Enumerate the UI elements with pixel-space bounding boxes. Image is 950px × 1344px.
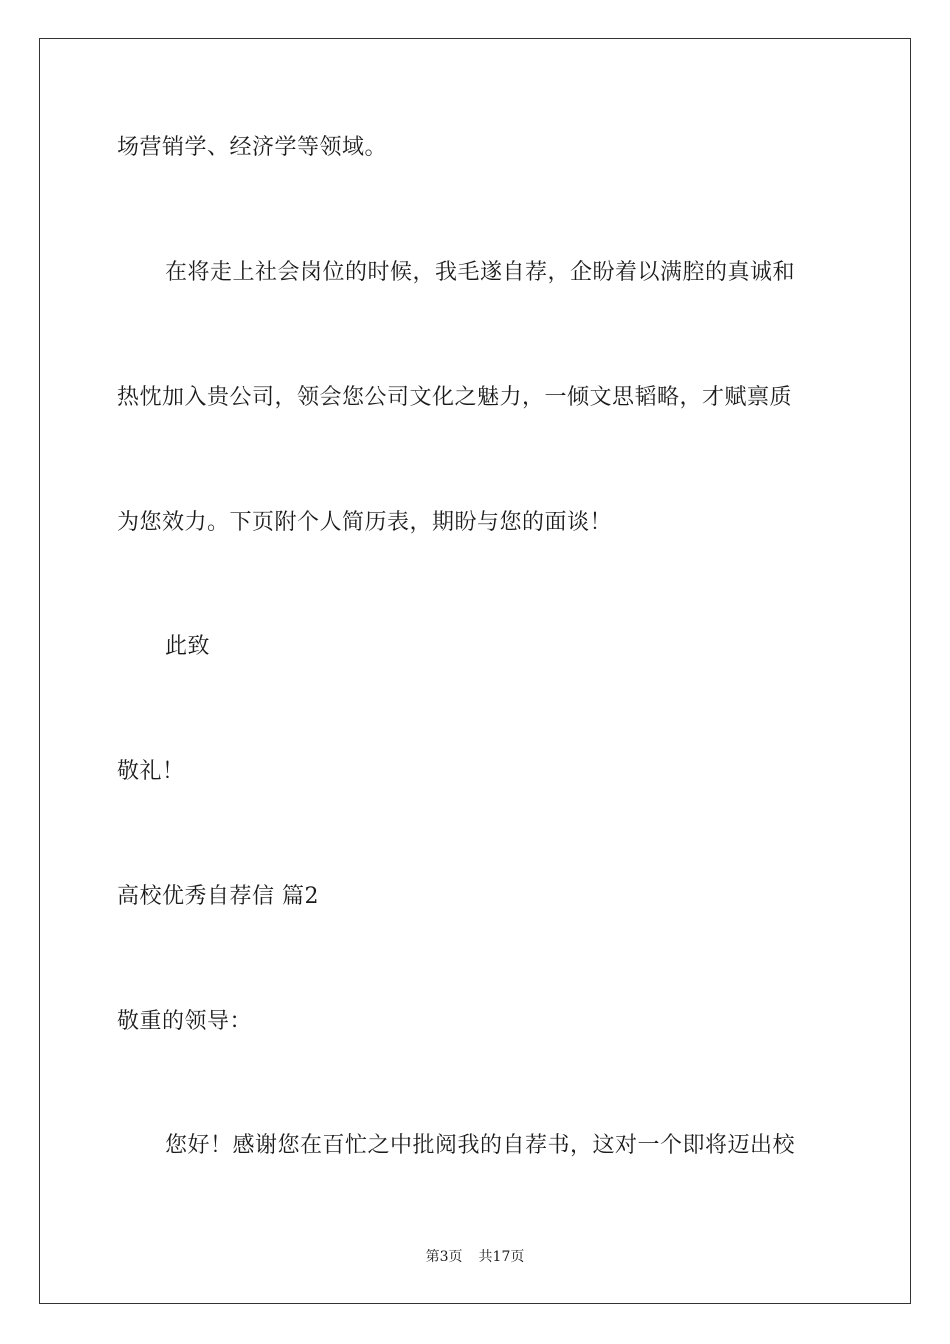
text-line-2: 在将走上社会岗位的时候，我毛遂自荐，企盼着以满腔的真诚和	[165, 260, 796, 285]
text-line-4: 为您效力。下页附个人简历表，期盼与您的面谈！	[117, 510, 613, 535]
greeting-line: 敬重的领导：	[117, 1009, 253, 1034]
salutation-closing: 敬礼！	[117, 759, 185, 784]
page-number-current: 第3页	[425, 1249, 463, 1265]
text-line-3: 热忱加入贵公司，领会您公司文化之魅力，一倾文思韬略，才赋禀质	[117, 385, 793, 410]
page-footer	[0, 1247, 950, 1267]
text-line-9: 您好！感谢您在百忙之中批阅我的自荐书，这对一个即将迈出校	[165, 1133, 796, 1158]
page-number-total: 共17页	[478, 1249, 525, 1265]
closing-phrase: 此致	[165, 634, 211, 659]
text-line-1: 场营销学、经济学等领域。	[117, 135, 388, 160]
section-heading: 高校优秀自荐信 篇2	[117, 884, 319, 909]
page-border	[39, 38, 911, 1304]
